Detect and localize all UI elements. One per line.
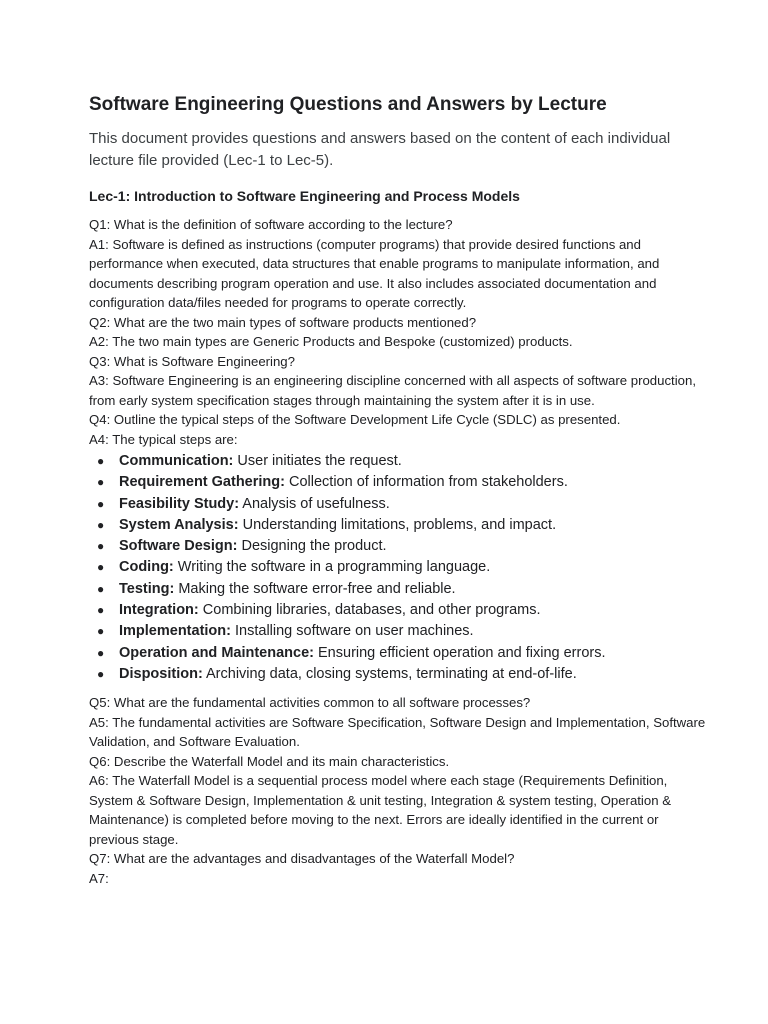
bullet-icon: ● — [97, 603, 105, 618]
step-term: Software Design: — [119, 538, 238, 555]
step-description: Designing the product. — [237, 538, 387, 555]
bullet-icon: ● — [97, 624, 105, 639]
step-term: System Analysis: — [119, 516, 239, 533]
answer-a1: A1: Software is defined as instructions (computer programs) that provide desired functions and performance when executed, data structures that enable programs to manipulate information, and documents describing program operation and use. It also includes associated documentation and configuration data/files needed for programs to operate correctly. — [89, 236, 660, 310]
list-item — [97, 451, 708, 472]
list-item — [97, 472, 708, 493]
sdlc-steps-list — [89, 451, 708, 685]
step-description: Combining libraries, databases, and other programs. — [198, 602, 541, 619]
step-description: Collection of information from stakeholders. — [284, 474, 568, 491]
step-term: Implementation: — [119, 623, 231, 640]
step-description: Ensuring efficient operation and fixing errors. — [313, 644, 606, 661]
list-item — [97, 557, 708, 578]
list-item — [97, 579, 708, 600]
qa-block-top — [89, 215, 708, 449]
bullet-icon: ● — [97, 666, 105, 681]
step-term: Integration: — [119, 602, 199, 619]
question-q2: Q2: What are the two main types of software products mentioned? — [89, 314, 477, 330]
question-q4: Q4: Outline the typical steps of the Software Development Life Cycle (SDLC) as presented. — [89, 412, 621, 427]
answer-a5: A5: The fundamental activities are Software Specification, Software Design and Implementation, Software Validation, and Software Evaluation. — [89, 714, 706, 750]
bullet-icon: ● — [97, 496, 105, 511]
list-item — [97, 621, 708, 642]
bullet-icon: ● — [97, 517, 105, 532]
step-term: Requirement Gathering: — [119, 474, 285, 491]
bullet-icon: ● — [97, 581, 105, 596]
step-term: Operation and Maintenance: — [119, 644, 314, 661]
question-q3: Q3: What is Software Engineering? — [89, 353, 295, 369]
list-item — [97, 643, 708, 664]
question-q6: Q6: Describe the Waterfall Model and its main characteristics. — [89, 753, 450, 769]
list-item — [97, 536, 708, 557]
list-item — [97, 600, 708, 621]
bullet-icon: ● — [97, 645, 105, 660]
section-title: Lec-1: Introduction to Software Engineering and Process Models — [89, 188, 520, 204]
step-description: User initiates the request. — [233, 453, 402, 469]
step-description: Archiving data, closing systems, terminating at end-of-life. — [202, 665, 577, 682]
answer-a6: A6: The Waterfall Model is a sequential process model where each stage (Requirements Definition, System & Software Design, Implementation & unit testing, Integration & system testing, Operation & Maintenance) is completed before moving to the next. Errors are ideally identified in the current or previous stage. — [89, 773, 671, 847]
document-intro: This document provides questions and answers based on the content of each individual lecture file provided (Lec-1 to Lec-5). — [89, 130, 671, 169]
question-q5: Q5: What are the fundamental activities common to all software processes? — [89, 695, 531, 711]
step-description: Analysis of usefulness. — [239, 495, 390, 512]
answer-a7: A7: — [89, 870, 109, 886]
question-q7: Q7: What are the advantages and disadvantages of the Waterfall Model? — [89, 851, 515, 867]
step-description: Installing software on user machines. — [230, 623, 474, 640]
step-description: Writing the software in a programming language. — [173, 559, 491, 576]
list-item — [97, 494, 708, 515]
qa-block-bottom — [89, 693, 708, 888]
bullet-icon: ● — [97, 475, 105, 490]
step-term: Testing: — [119, 580, 175, 597]
bullet-icon: ● — [97, 539, 105, 554]
document-title: Software Engineering Questions and Answers by Lecture — [89, 94, 607, 115]
list-item — [97, 664, 708, 685]
step-term: Disposition: — [119, 665, 203, 682]
answer-a4-intro: A4: The typical steps are: — [89, 431, 238, 447]
answer-a2: A2: The two main types are Generic Products and Bespoke (customized) products. — [89, 334, 573, 349]
step-term: Feasibility Study: — [119, 495, 240, 512]
step-term: Communication: — [119, 453, 234, 469]
question-q1: Q1: What is the definition of software according to the lecture? — [89, 217, 453, 232]
bullet-icon: ● — [97, 560, 105, 575]
step-description: Making the software error-free and reliable. — [174, 580, 456, 597]
step-term: Coding: — [119, 559, 174, 576]
bullet-icon: ● — [97, 454, 105, 468]
step-description: Understanding limitations, problems, and impact. — [238, 516, 557, 533]
answer-a3: A3: Software Engineering is an engineering discipline concerned with all aspects of software production, from early system specification stages through maintaining the system after it is in use. — [89, 373, 696, 408]
list-item — [97, 515, 708, 536]
